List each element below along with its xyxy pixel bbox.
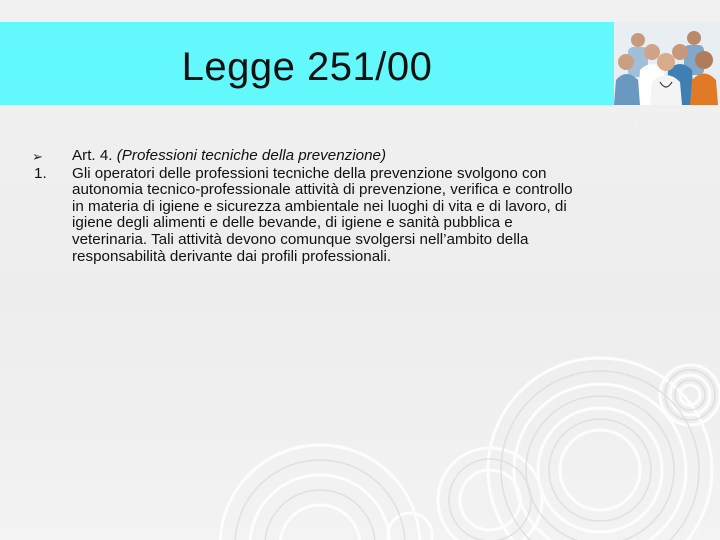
paragraph-line: veterinaria. Tali attività devono comunque svolgersi nell’ambito della (72, 230, 529, 248)
slide-title: Legge 251/00 (181, 45, 433, 89)
paragraph-line: responsabilità derivante dai profili professionali. (72, 247, 392, 265)
paragraph-line: in materia di igiene e sicurezza ambientale nei luoghi di vita e di lavoro, di (72, 197, 567, 215)
bullet-item (20, 148, 700, 165)
paragraph-line: igiene degli alimenti e delle bevande, di igiene e sanità pubblica e (72, 214, 513, 232)
medical-staff-photo (614, 22, 720, 105)
paragraph-number: 1. (34, 164, 47, 182)
numbered-paragraph (20, 166, 700, 266)
arrow-bullet-icon: ➢ (32, 149, 43, 164)
article-subtitle: (Professioni tecniche della prevenzione) (116, 147, 387, 164)
paragraph-line: autonomia tecnico-professionale attività di prevenzione, verifica e controllo (72, 181, 573, 199)
title-bar (0, 22, 614, 105)
paragraph-line: Gli operatori delle professioni tecniche della prevenzione svolgono con (72, 164, 547, 182)
slide-body (20, 148, 700, 265)
article-label: Art. 4. (72, 147, 117, 164)
